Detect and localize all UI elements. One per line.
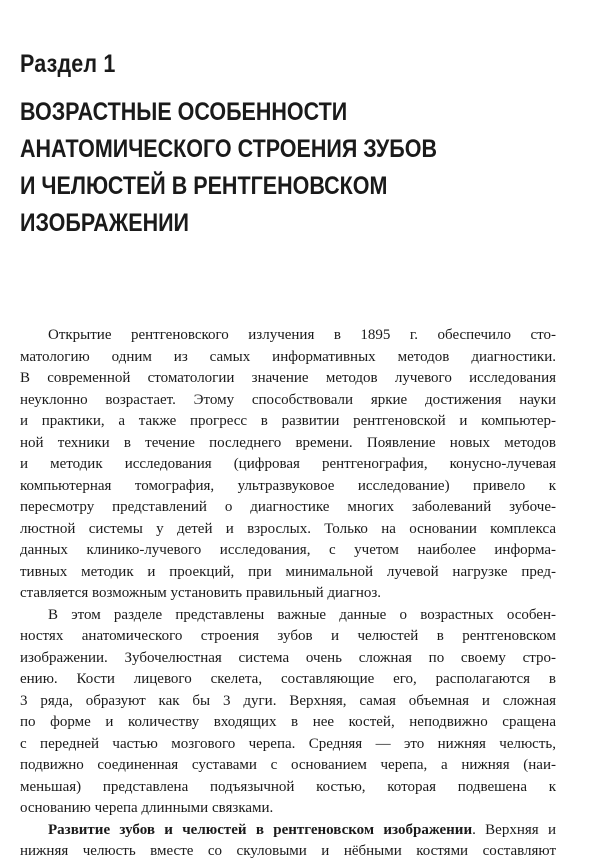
section-label: Раздел 1 [20,50,116,78]
text-line: данных клинико-лучевого исследования, с учетом наиболее информа- [20,542,556,558]
text-line: компьютерная томография, ультразвуковое исследование) привело к [20,477,556,494]
text-line: пересмотру представлений о диагностике многих заболеваний зубоче- [20,499,556,515]
text-line: В этом разделе представлены важные данные о возрастных особен- [48,606,556,623]
chapter-title [20,94,437,242]
text-line: ению. Кости лицевого скелета, составляющие его, располагаются в [20,671,556,687]
text-line: 3 ряда, образуют как бы 3 дуги. Верхняя, самая объемная и сложная [20,692,556,709]
body-text [20,325,556,863]
text-line: ставляется возможным установить правильный диагноз. [20,585,382,601]
chapter-title-line: АНАТОМИЧЕСКОГО СТРОЕНИЯ ЗУБОВ [20,135,438,163]
text-fragment: . Верхняя и [472,821,556,838]
text-line: по форме и количеству входящих в нее костей, неподвижно сращена [20,714,556,730]
text-line: нижняя челюсть вместе со скуловыми и нёбными костями составляют [20,843,556,859]
text-line: В современной стоматологии значение методов лучевого исследования [20,370,556,386]
text-line: основанию черепа длинными связками. [20,800,274,816]
text-line: подвижно соединенная суставами с основанием черепа, а нижняя (наи- [20,757,556,773]
text-line: матологию одним из самых информативных методов диагностики. [20,348,556,365]
text-line: меньшая) представлена подъязычной костью, которая подвешена к [20,778,556,795]
text-line: и практики, а также прогресс в развитии рентгеновской и компьютер- [20,413,556,429]
text-line: ностях анатомического строения зубов и челюстей в рентгеновском [20,628,556,644]
chapter-title-line: ИЗОБРАЖЕНИИ [20,209,190,237]
text-line: и методик исследования (цифровая рентгенография, конусно-лучевая [20,456,556,472]
run-in-heading: Развитие зубов и челюстей в рентгеновском изображении [48,821,473,838]
text-line [20,820,556,842]
paragraph-1 [20,325,556,605]
text-line: тивных методик и проекций, при минимальной лучевой нагрузке пред- [20,563,556,580]
text-line: ной техники в течение последнего времени. Появление новых методов [20,434,556,451]
text-line: люстной системы у детей и взрослых. Только на основании комплекса [20,520,556,537]
text-line: изображении. Зубочелюстная система очень сложная по своему стро- [20,649,556,666]
text-line: Открытие рентгеновского излучения в 1895 г. обеспечило сто- [48,327,556,343]
text-line: неуклонно возрастает. Этому способствовали яркие достижения науки [20,391,556,408]
text-line: с передней частью мозгового черепа. Средняя — это нижняя челюсть, [20,735,556,752]
chapter-title-line: ВОЗРАСТНЫЕ ОСОБЕННОСТИ [20,98,348,126]
paragraph-3 [20,820,556,863]
chapter-title-line: И ЧЕЛЮСТЕЙ В РЕНТГЕНОВСКОМ [20,172,388,200]
paragraph-2 [20,605,556,820]
